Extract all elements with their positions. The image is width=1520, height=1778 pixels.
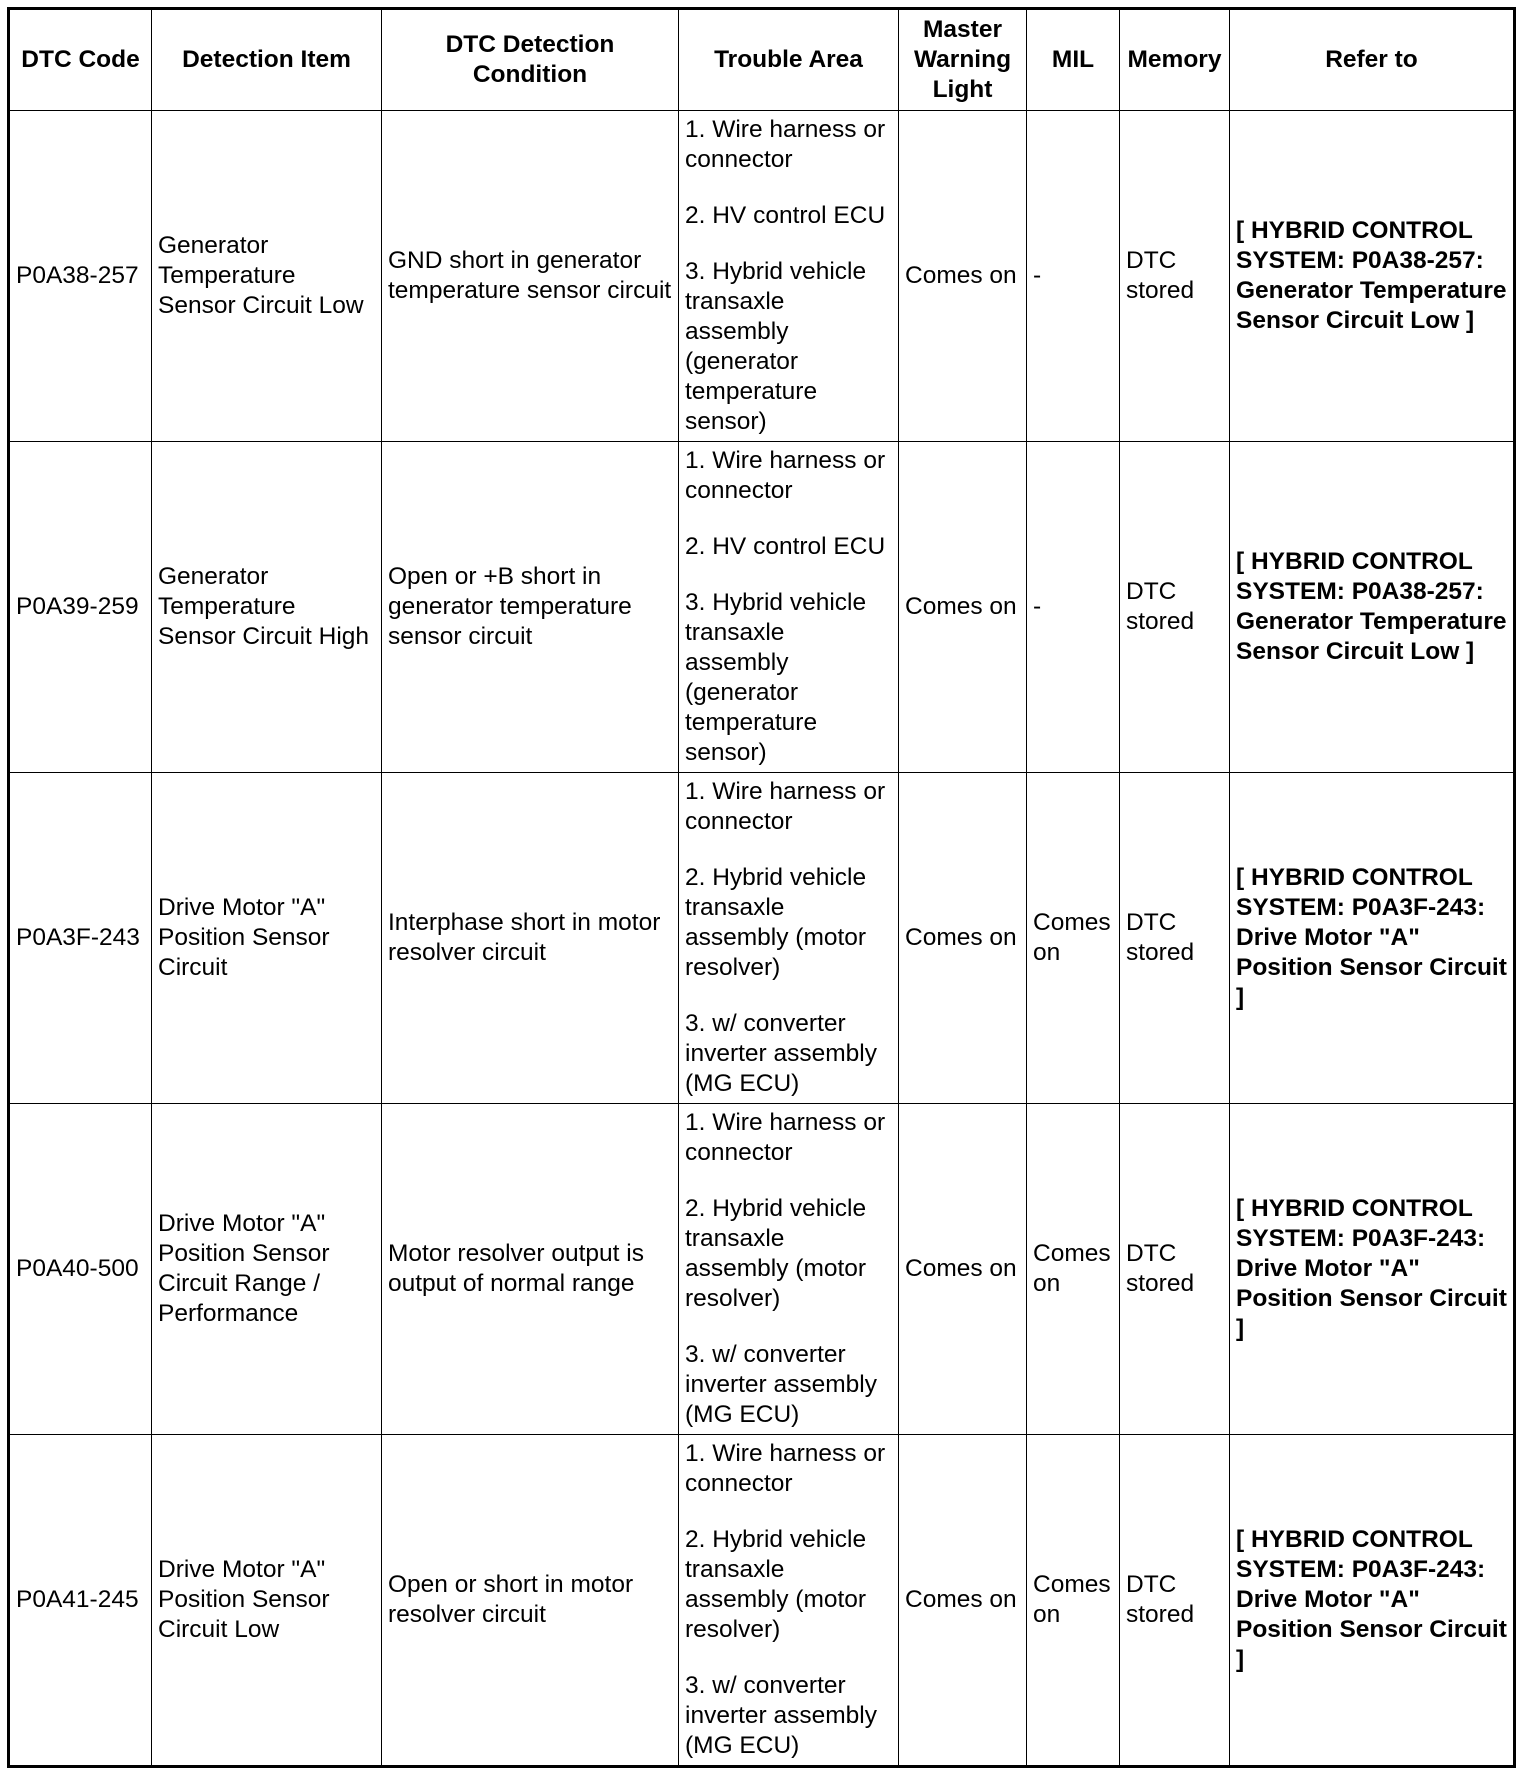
trouble-area-item: 1. Wire harness or connector xyxy=(685,447,886,504)
dtc-table xyxy=(7,7,1516,1768)
table-row xyxy=(9,442,1515,773)
detection-item-cell: Drive Motor "A" Position Sensor Circuit Range / Performance xyxy=(152,1104,382,1435)
detection-condition-cell: Open or short in motor resolver circuit xyxy=(382,1435,679,1767)
trouble-area-item: 1. Wire harness or connector xyxy=(685,116,886,173)
header-detection-item: Detection Item xyxy=(152,9,382,111)
header-detection-condition: DTC Detection Condition xyxy=(382,9,679,111)
header-master-warning-light: Master Warning Light xyxy=(899,9,1027,111)
detection-condition-cell: Motor resolver output is output of normal range xyxy=(382,1104,679,1435)
trouble-area-item: 3. w/ converter inverter assembly (MG ECU) xyxy=(685,1341,877,1428)
trouble-area-cell xyxy=(679,773,899,1104)
trouble-area-item: 2. Hybrid vehicle transaxle assembly (motor resolver) xyxy=(685,1195,867,1312)
master-warning-light-cell: Comes on xyxy=(899,111,1027,442)
dtc-code-cell: P0A3F-243 xyxy=(9,773,152,1104)
trouble-area-item: 1. Wire harness or connector xyxy=(685,778,886,835)
master-warning-light-cell: Comes on xyxy=(899,1435,1027,1767)
table-row xyxy=(9,111,1515,442)
trouble-area-item: 3. Hybrid vehicle transaxle assembly (generator temperature sensor) xyxy=(685,258,867,435)
detection-condition-cell: Interphase short in motor resolver circuit xyxy=(382,773,679,1104)
master-warning-light-cell: Comes on xyxy=(899,1104,1027,1435)
memory-cell: DTC stored xyxy=(1120,1435,1230,1767)
detection-condition-cell: GND short in generator temperature sensor circuit xyxy=(382,111,679,442)
refer-to-cell: [ HYBRID CONTROL SYSTEM: P0A3F-243: Drive Motor "A" Position Sensor Circuit ] xyxy=(1230,773,1515,1104)
trouble-area-item: 2. Hybrid vehicle transaxle assembly (motor resolver) xyxy=(685,1526,867,1643)
memory-cell: DTC stored xyxy=(1120,773,1230,1104)
trouble-area-cell xyxy=(679,111,899,442)
dtc-code-cell: P0A40-500 xyxy=(9,1104,152,1435)
table-row xyxy=(9,773,1515,1104)
trouble-area-item: 2. Hybrid vehicle transaxle assembly (motor resolver) xyxy=(685,864,867,981)
mil-cell: Comes on xyxy=(1027,1104,1120,1435)
memory-cell: DTC stored xyxy=(1120,1104,1230,1435)
trouble-area-item: 1. Wire harness or connector xyxy=(685,1109,886,1166)
trouble-area-item: 2. HV control ECU xyxy=(685,533,886,560)
master-warning-light-cell: Comes on xyxy=(899,442,1027,773)
dtc-code-cell: P0A39-259 xyxy=(9,442,152,773)
trouble-area-item: 2. HV control ECU xyxy=(685,202,886,229)
detection-item-cell: Generator Temperature Sensor Circuit Low xyxy=(152,111,382,442)
detection-item-cell: Generator Temperature Sensor Circuit High xyxy=(152,442,382,773)
header-dtc-code: DTC Code xyxy=(9,9,152,111)
memory-cell: DTC stored xyxy=(1120,111,1230,442)
mil-cell: - xyxy=(1027,442,1120,773)
trouble-area-item: 1. Wire harness or connector xyxy=(685,1440,886,1497)
header-row xyxy=(9,9,1515,111)
header-memory: Memory xyxy=(1120,9,1230,111)
refer-to-cell: [ HYBRID CONTROL SYSTEM: P0A3F-243: Drive Motor "A" Position Sensor Circuit ] xyxy=(1230,1104,1515,1435)
detection-condition-cell: Open or +B short in generator temperature sensor circuit xyxy=(382,442,679,773)
refer-to-cell: [ HYBRID CONTROL SYSTEM: P0A38-257: Generator Temperature Sensor Circuit Low ] xyxy=(1230,111,1515,442)
header-refer-to: Refer to xyxy=(1230,9,1515,111)
header-mil: MIL xyxy=(1027,9,1120,111)
trouble-area-item: 3. w/ converter inverter assembly (MG ECU) xyxy=(685,1672,877,1759)
refer-to-cell: [ HYBRID CONTROL SYSTEM: P0A3F-243: Drive Motor "A" Position Sensor Circuit ] xyxy=(1230,1435,1515,1767)
dtc-code-cell: P0A38-257 xyxy=(9,111,152,442)
refer-to-cell: [ HYBRID CONTROL SYSTEM: P0A38-257: Generator Temperature Sensor Circuit Low ] xyxy=(1230,442,1515,773)
detection-item-cell: Drive Motor "A" Position Sensor Circuit xyxy=(152,773,382,1104)
header-trouble-area: Trouble Area xyxy=(679,9,899,111)
table-row xyxy=(9,1435,1515,1767)
table-row xyxy=(9,1104,1515,1435)
detection-item-cell: Drive Motor "A" Position Sensor Circuit Low xyxy=(152,1435,382,1767)
trouble-area-cell xyxy=(679,1104,899,1435)
trouble-area-cell xyxy=(679,1435,899,1767)
mil-cell: - xyxy=(1027,111,1120,442)
memory-cell: DTC stored xyxy=(1120,442,1230,773)
trouble-area-item: 3. w/ converter inverter assembly (MG ECU) xyxy=(685,1010,877,1097)
mil-cell: Comes on xyxy=(1027,1435,1120,1767)
trouble-area-item: 3. Hybrid vehicle transaxle assembly (generator temperature sensor) xyxy=(685,589,867,766)
mil-cell: Comes on xyxy=(1027,773,1120,1104)
dtc-code-cell: P0A41-245 xyxy=(9,1435,152,1767)
trouble-area-cell xyxy=(679,442,899,773)
master-warning-light-cell: Comes on xyxy=(899,773,1027,1104)
